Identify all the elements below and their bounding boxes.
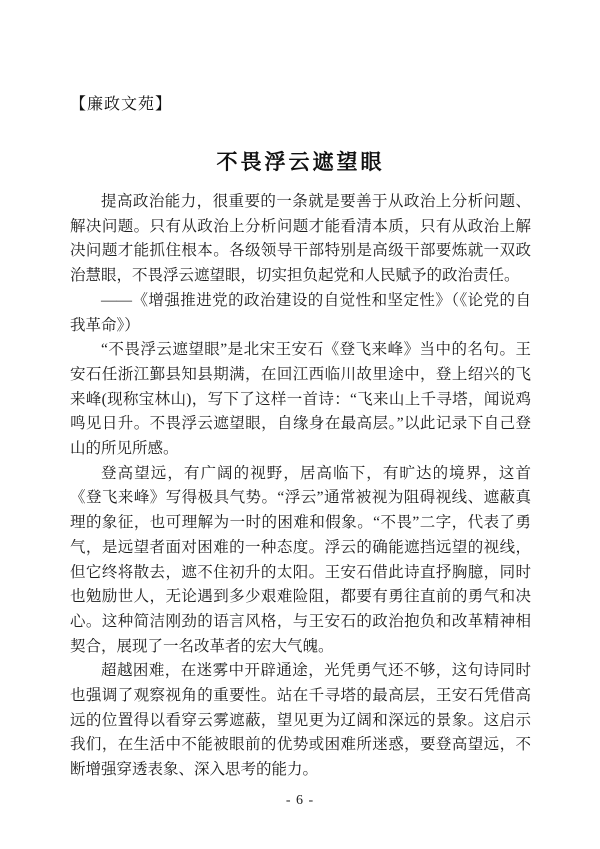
article-body: [70, 190, 531, 783]
paragraph-quote-attribution: ——《增强推进党的政治建设的自觉性和坚定性》（《论党的自我革命》）: [70, 291, 531, 334]
page-number: - 6 -: [285, 793, 315, 808]
paragraph-body-1: “不畏浮云遮望眼”是北宋王安石《登飞来峰》当中的名句。王安石任浙江鄞县知县期满，在回江西临川故里途中，登上绍兴的飞来峰(现称宝林山)，写下了这样一首诗：“飞来山上千寻塔，闻说鸡鸣见日升。不畏浮云遮望眼，自缘身在最高层。”以此记录下自己登山的所见所感。: [70, 341, 531, 458]
article-title: 不畏浮云遮望眼: [216, 150, 385, 174]
section-label: 【廉政文苑】: [70, 96, 173, 113]
paragraph-body-3: 超越困难，在迷雾中开辟通途，光凭勇气还不够，这句诗同时也强调了观察视角的重要性。站在千寻塔的最高层，王安石凭借高远的位置得以看穿云雾遮蔽，望见更为辽阔和深远的景象。这启示我们，在生活中不能被眼前的优势或困难所迷惑，要登高望远，不断增强穿透表象、深入思考的能力。: [70, 662, 531, 779]
paragraph-body-2: 登高望远，有广阔的视野，居高临下，有旷达的境界，这首《登飞来峰》写得极具气势。“浮云”通常被视为阻碍视线、遮蔽真理的象征，也可理解为一时的困难和假象。“不畏”二字，代表了勇气，是远望者面对困难的一种态度。浮云的确能遮挡远望的视线，但它终将散去，遮不住初升的太阳。王安石借此诗直抒胸臆，同时也勉励世人，无论遇到多少艰难险阻，都要有勇往直前的勇气和决心。这种简洁刚劲的语言风格，与王安石的政治抱负和改革精神相契合，展现了一名改革者的宏大气魄。: [70, 464, 531, 655]
paragraph-quote: 提高政治能力，很重要的一条就是要善于从政治上分析问题、解决问题。只有从政治上分析问题才能看清本质，只有从政治上解决问题才能抓住根本。各级领导干部特别是高级干部要炼就一双政治慧眼，不畏浮云遮望眼，切实担负起党和人民赋予的政治责任。: [70, 193, 531, 285]
